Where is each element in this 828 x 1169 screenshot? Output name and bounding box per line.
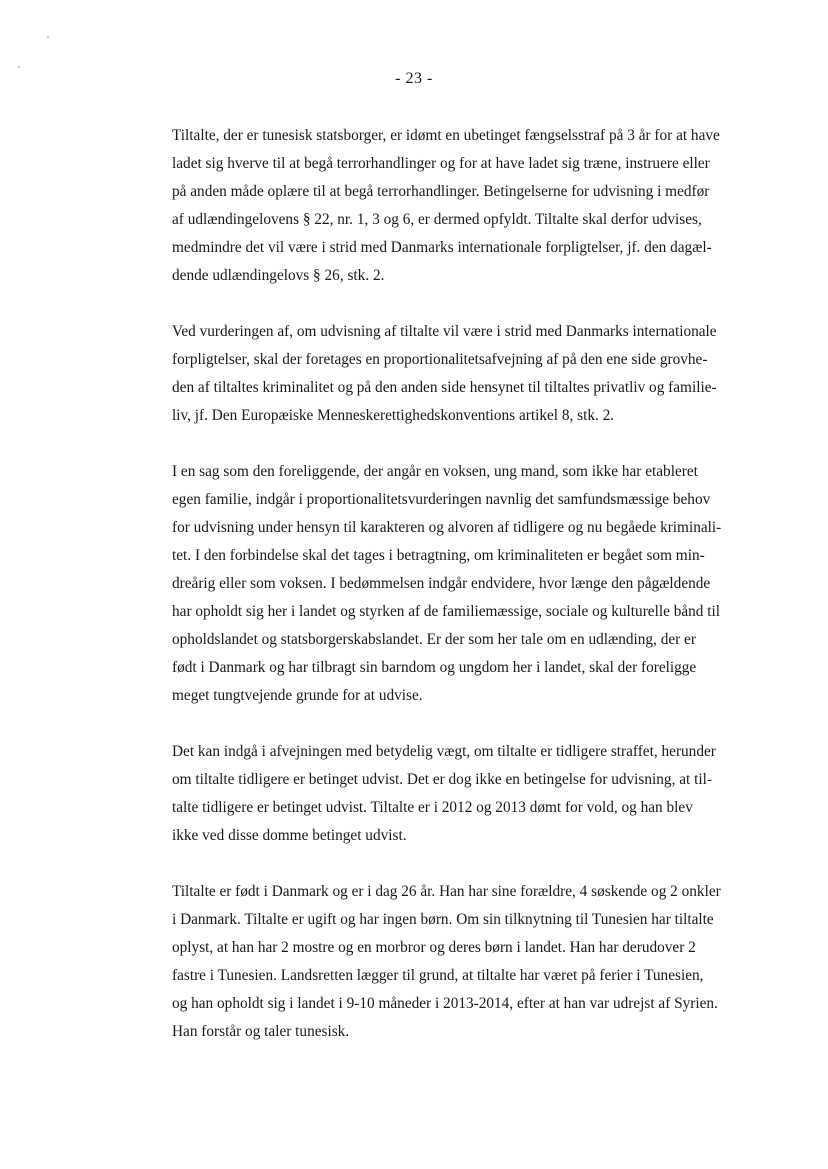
text-line: Ved vurderingen af, om udvisning af tiltalte vil være i strid med Danmarks internationale	[172, 323, 717, 340]
text-line: Tiltalte er født i Danmark og er i dag 26 år. Han har sine forældre, 4 søskende og 2 onkler	[172, 883, 721, 900]
text-line: på anden måde oplære til at begå terrorhandlinger. Betingelserne for udvisning i medfør	[172, 183, 710, 200]
text-line: Det kan indgå i afvejningen med betydelig vægt, om tiltalte er tidligere straffet, herunder	[172, 743, 716, 760]
text-line: egen familie, indgår i proportionalitetsvurderingen navnlig det samfundsmæssige behov	[172, 491, 711, 508]
text-line: oplyst, at han har 2 mostre og en morbror og deres børn i landet. Han har derudover 2	[172, 939, 696, 956]
scan-speck	[47, 36, 49, 38]
paragraph-4	[172, 738, 772, 850]
text-line: den af tiltaltes kriminalitet og på den anden side hensynet til tiltaltes privatliv og familie-	[172, 379, 717, 396]
text-line: har opholdt sig her i landet og styrken af de familiemæssige, sociale og kulturelle bånd til	[172, 603, 721, 620]
text-line: medmindre det vil være i strid med Danmarks internationale forpligtelser, jf. den dagæl-	[172, 239, 712, 256]
text-line: og han opholdt sig i landet i 9-10 måneder i 2013-2014, efter at han var udrejst af Syrien.	[172, 995, 718, 1012]
text-line: tet. I den forbindelse skal det tages i betragtning, om kriminaliteten er begået som min-	[172, 547, 705, 564]
text-line: meget tungtvejende grunde for at udvise.	[172, 687, 423, 704]
page-number: - 23 -	[395, 70, 433, 87]
text-line: liv, jf. Den Europæiske Menneskerettighedskonventions artikel 8, stk. 2.	[172, 407, 615, 424]
text-line: om tiltalte tidligere er betinget udvist. Det er dog ikke en betingelse for udvisning, at til-	[172, 771, 712, 788]
paragraph-2	[172, 318, 772, 430]
text-line: for udvisning under hensyn til karakteren og alvoren af tidligere og nu begåede kriminali-	[172, 519, 722, 536]
text-line: talte tidligere er betinget udvist. Tiltalte er i 2012 og 2013 dømt for vold, og han blev	[172, 799, 693, 816]
text-line: fastre i Tunesien. Landsretten lægger til grund, at tiltalte har været på ferier i Tunesien,	[172, 967, 704, 984]
text-line: opholdslandet og statsborgerskabslandet. Er der som her tale om en udlænding, der er	[172, 631, 696, 648]
text-line: født i Danmark og har tilbragt sin barndom og ungdom her i landet, skal der foreligge	[172, 659, 697, 676]
text-line: ladet sig hverve til at begå terrorhandlinger og for at have ladet sig træne, instruere eller	[172, 155, 710, 172]
paragraph-5	[172, 878, 772, 1046]
text-line: ikke ved disse domme betinget udvist.	[172, 827, 407, 844]
text-line: forpligtelser, skal der foretages en proportionalitetsafvejning af på den ene side grovhe-	[172, 351, 708, 368]
text-line: I en sag som den foreliggende, der angår en voksen, ung mand, som ikke har etableret	[172, 463, 698, 480]
text-line: i Danmark. Tiltalte er ugift og har ingen børn. Om sin tilknytning til Tunesien har tiltalte	[172, 911, 714, 928]
text-line: Tiltalte, der er tunesisk statsborger, er idømt en ubetinget fængselsstraf på 3 år for at have	[172, 127, 720, 144]
text-line: dende udlændingelovs § 26, stk. 2.	[172, 267, 385, 284]
paragraph-1	[172, 122, 772, 290]
text-line: dreårig eller som voksen. I bedømmelsen indgår endvidere, hvor længe den pågældende	[172, 575, 711, 592]
document-body	[172, 122, 772, 1074]
paragraph-3	[172, 458, 772, 710]
text-line: af udlændingelovens § 22, nr. 1, 3 og 6, er dermed opfyldt. Tiltalte skal derfor udvises,	[172, 211, 702, 228]
scan-speck	[18, 66, 20, 68]
text-line: Han forstår og taler tunesisk.	[172, 1023, 350, 1040]
